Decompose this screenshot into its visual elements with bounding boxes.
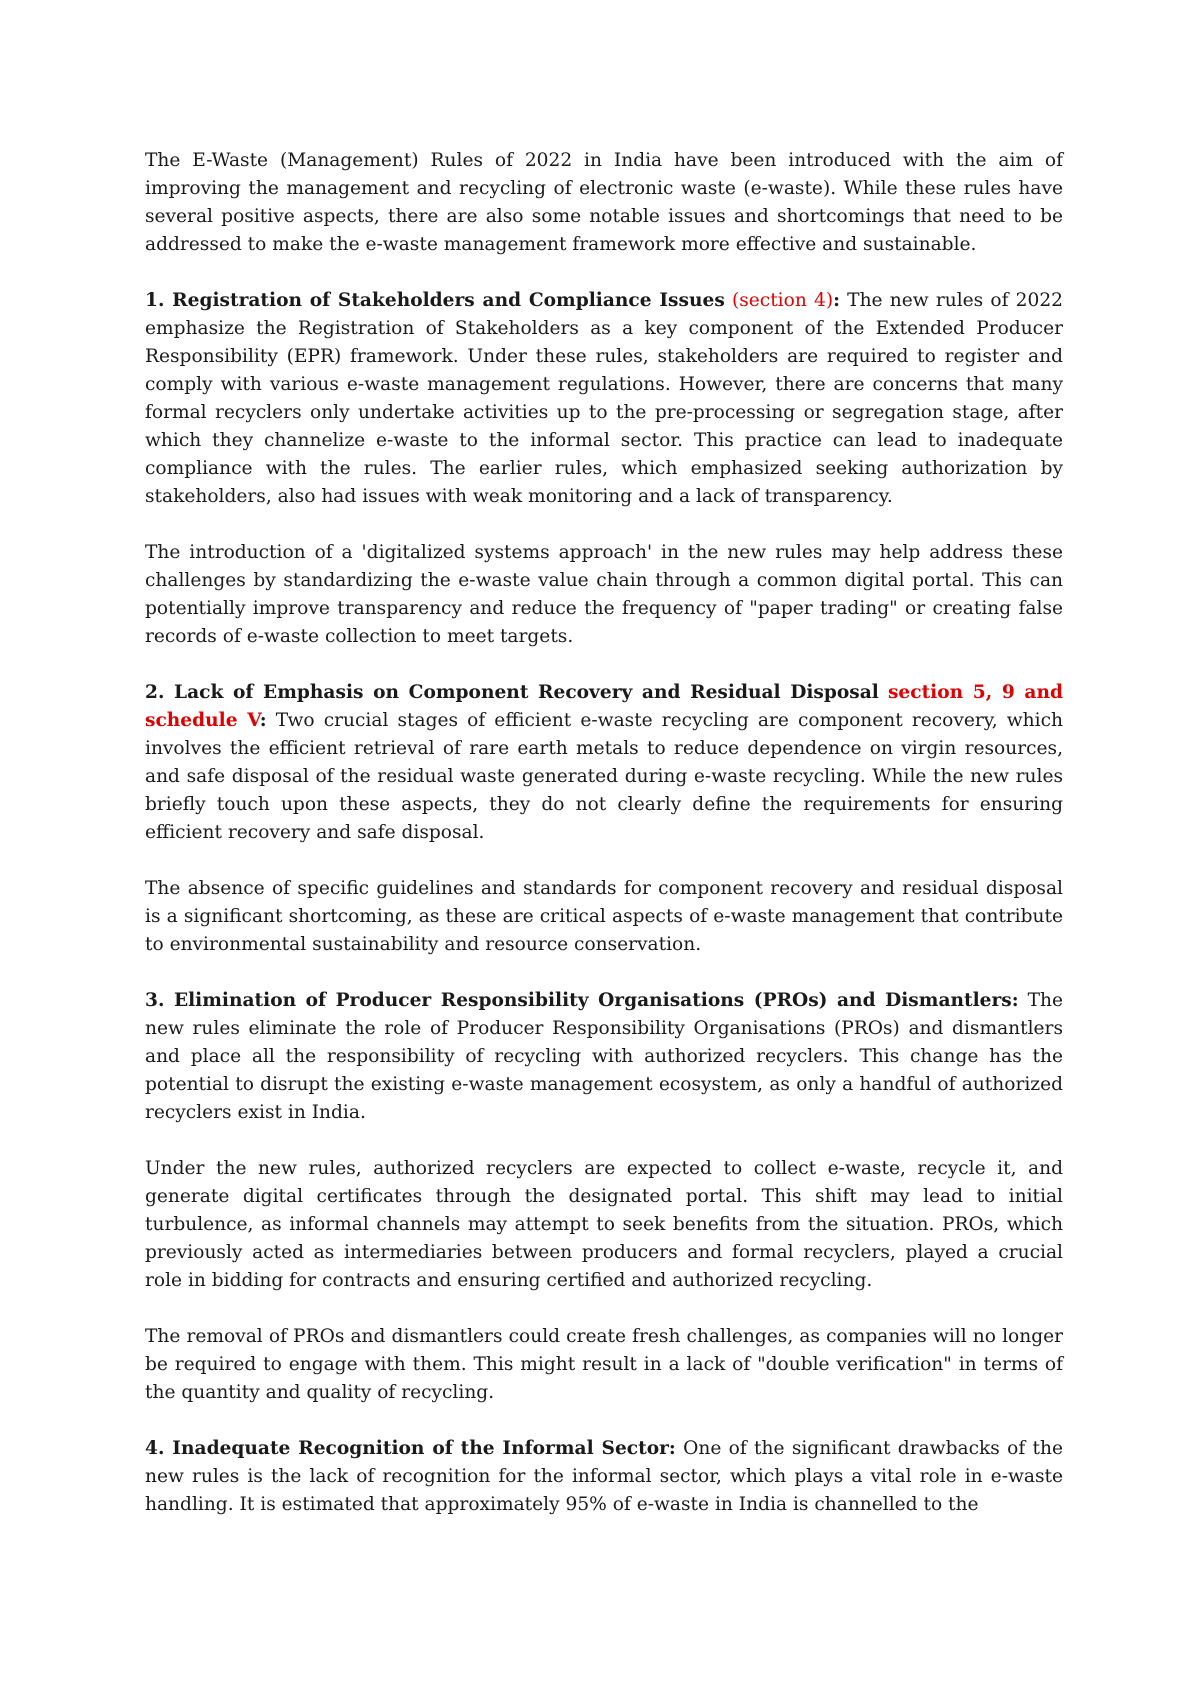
intro-paragraph: The E-Waste (Management) Rules of 2022 in India have been introduced with the aim of improving the management and recycling of electronic waste (e-waste). While these rules have several positive aspects, there are also some notable issues and shortcomings that need to be addressed to make the e-waste management framework more effective and sustainable.: [145, 150, 1063, 255]
section-2-body: Two crucial stages of efficient e-waste recycling are component recovery, which involves the efficient retrieval of rare earth metals to reduce dependence on virgin resources, and safe disposal of the residual waste generated during e-waste recycling. While the new rules briefly touch upon these aspects, they do not clearly define the requirements for ensuring efficient recovery and safe disposal.: [145, 710, 1063, 843]
section-3-heading: 3. Elimination of Producer Responsibility Organisations (PROs) and Dismantlers:: [145, 990, 1019, 1011]
section-3-extra-paragraph-2: The removal of PROs and dismantlers could create fresh challenges, as companies will no longer be required to engage with them. This might result in a lack of "double verification" in terms of the quantity and quality of recycling.: [145, 1326, 1063, 1403]
section-2-heading: 2. Lack of Emphasis on Component Recovery and Residual Disposal: [145, 682, 879, 703]
section-4-paragraph: [145, 1435, 1063, 1519]
section-1-extra-paragraph: The introduction of a 'digitalized systems approach' in the new rules may help address these challenges by standardizing the e-waste value chain through a common digital portal. This can potentially improve transparency and reduce the frequency of "paper trading" or creating false records of e-waste collection to meet targets.: [145, 542, 1063, 647]
section-3-paragraph: [145, 987, 1063, 1127]
section-1-colon: :: [833, 290, 840, 311]
section-2-paragraph: [145, 679, 1063, 847]
section-1-heading: 1. Registration of Stakeholders and Compliance Issues: [145, 290, 725, 311]
section-1-reference: (section 4): [732, 290, 834, 311]
section-3-extra-paragraph-1: Under the new rules, authorized recyclers are expected to collect e-waste, recycle it, and generate digital certificates through the designated portal. This shift may lead to initial turbulence, as informal channels may attempt to seek benefits from the situation. PROs, which previously acted as intermediaries between producers and formal recyclers, played a crucial role in bidding for contracts and ensuring certified and authorized recycling.: [145, 1158, 1063, 1291]
section-1-body: The new rules of 2022 emphasize the Registration of Stakeholders as a key component of the Extended Producer Responsibility (EPR) framework. Under these rules, stakeholders are required to register and comply with various e-waste management regulations. However, there are concerns that many formal recyclers only undertake activities up to the pre-processing or segregation stage, after which they channelize e-waste to the informal sector. This practice can lead to inadequate compliance with the rules. The earlier rules, which emphasized seeking authorization by stakeholders, also had issues with weak monitoring and a lack of transparency.: [145, 290, 1063, 507]
document-page: [145, 147, 1063, 1547]
section-4-body: One of the significant drawbacks of the new rules is the lack of recognition for the informal sector, which plays a vital role in e-waste handling. It is estimated that approximately 95% of e-waste in India is channelled to the: [145, 1438, 1063, 1515]
section-2-reference: section 5, 9 and schedule V: [145, 682, 1064, 731]
section-1-paragraph: [145, 287, 1063, 511]
section-2-extra-paragraph: The absence of specific guidelines and standards for component recovery and residual disposal is a significant shortcoming, as these are critical aspects of e-waste management that contribute to environmental sustainability and resource conservation.: [145, 878, 1063, 955]
section-2-colon: :: [259, 710, 267, 731]
section-4-heading: 4. Inadequate Recognition of the Informal Sector:: [145, 1438, 676, 1459]
section-3-body: The new rules eliminate the role of Producer Responsibility Organisations (PROs) and dismantlers and place all the responsibility of recycling with authorized recyclers. This change has the potential to disrupt the existing e-waste management ecosystem, as only a handful of authorized recyclers exist in India.: [145, 990, 1063, 1123]
